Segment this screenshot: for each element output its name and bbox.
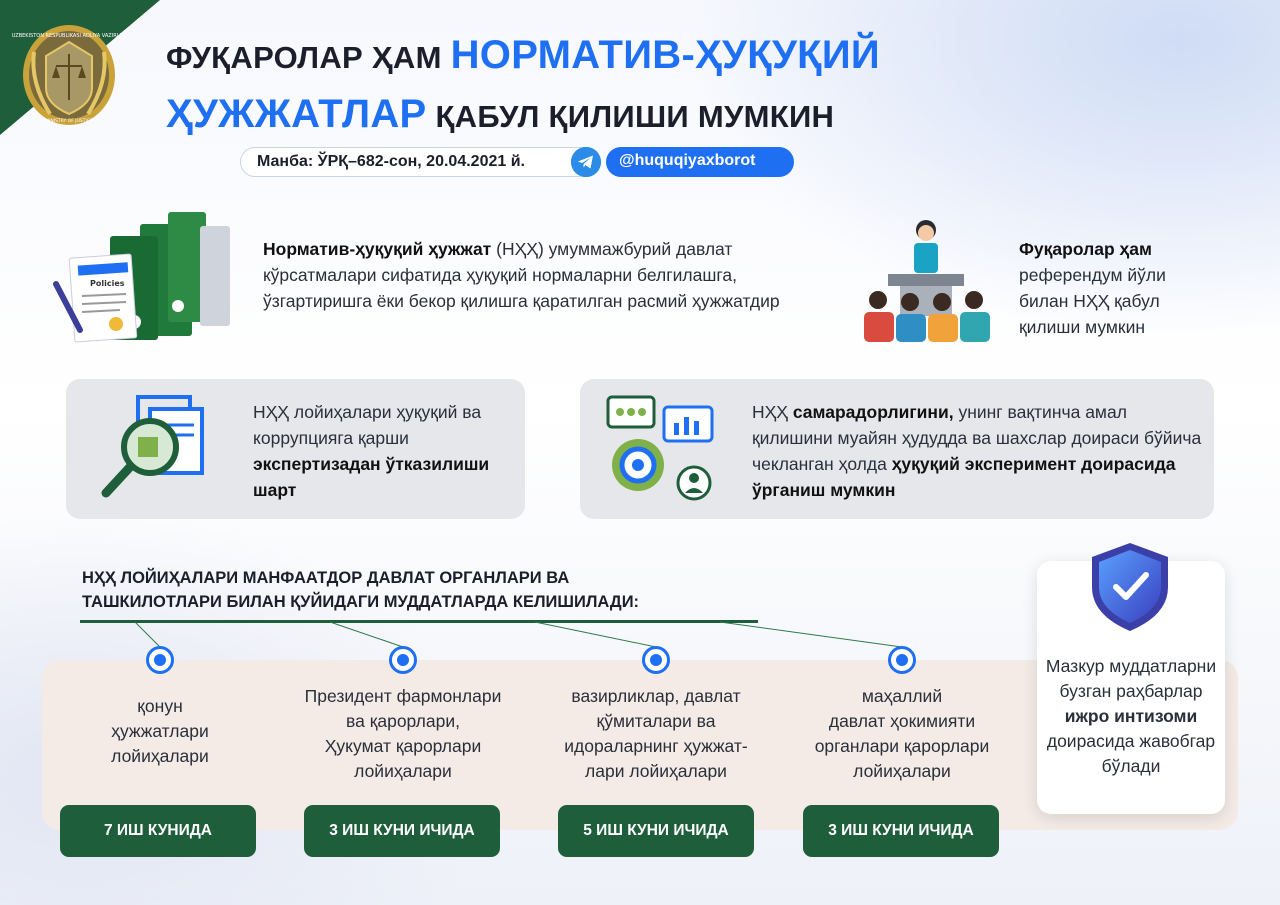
- experiment-body1: НҲҲ: [752, 402, 793, 422]
- timeline-dot: [642, 646, 670, 674]
- deadlines-heading-line1: НҲҲ ЛОЙИҲАЛАРИ МАНФААТДОР ДАВЛАТ ОРГАНЛАРИ ВА: [82, 569, 570, 587]
- item-line: лойиҳалари: [853, 761, 951, 781]
- item-line: қўмиталари ва: [596, 711, 716, 731]
- responsibility-body2: доирасида жавобгар бўлади: [1046, 731, 1216, 776]
- title-line2-highlight: ҲУЖЖАТЛАР: [166, 92, 427, 136]
- timeline-dot: [146, 646, 174, 674]
- timeline-dot: [389, 646, 417, 674]
- responsibility-body1: Мазкур муддатларни бузган раҳбарлар: [1045, 656, 1217, 701]
- shield-check-icon: [1088, 541, 1172, 633]
- deadline-term-badge: 3 ИШ КУНИ ИЧИДА: [304, 805, 500, 857]
- deadline-item-text: [60, 694, 260, 769]
- deadline-term-badge: 7 ИШ КУНИДА: [60, 805, 256, 857]
- deadline-item-text: [781, 684, 1023, 784]
- expertise-body: НҲҲ лойиҳалари ҳуқуқий ва коррупцияга қарши: [253, 402, 482, 448]
- item-line: ҳужжатлари: [111, 721, 209, 741]
- emblem-top-text: UZBEKISTON RESPUBLIKASI ADLIYA VAZIRLIGI: [11, 33, 127, 39]
- item-line: лари лойиҳалари: [585, 761, 727, 781]
- definition-bold: Норматив-ҳуқуқий ҳужжат: [263, 239, 492, 259]
- responsibility-bold: ижро интизоми: [1064, 706, 1198, 726]
- telegram-handle-link[interactable]: @huquqiyaxborot: [606, 147, 794, 177]
- title-line1-plain: ФУҚАРОЛАР ҲАМ: [166, 40, 451, 75]
- item-line: органлари қарорлари: [814, 736, 990, 756]
- policies-doc-label: Policies: [90, 279, 125, 288]
- experiment-bold2: ҳуқуқий эксперимент доирасида ўрганиш мумкин: [752, 454, 1176, 500]
- deadlines-heading-line2: ТАШКИЛОТЛАРИ БИЛАН ҚУЙИДАГИ МУДДАТЛАРДА КЕЛИШИЛАДИ:: [82, 593, 640, 611]
- definition-body: (НҲҲ) умуммажбурий давлат кўрсатмалари сифатида ҳуқуқий нормаларни белгилашга, ўзгартиришга ёки бекор қилишга қаратилган расмий ҳужжатдир: [263, 239, 780, 311]
- item-line: Ҳукумат қарорлари: [324, 736, 482, 756]
- deadline-item-text: [282, 684, 524, 784]
- referendum-body: референдум йўли билан НҲҲ қабул қилиши мумкин: [1019, 265, 1166, 337]
- item-line: маҳаллий: [861, 686, 943, 706]
- item-line: Президент фармонлари: [304, 686, 502, 706]
- item-line: идораларнинг ҳужжат-: [564, 736, 748, 756]
- item-line: ва қарорлари,: [346, 711, 460, 731]
- item-line: лойиҳалари: [354, 761, 452, 781]
- experiment-bold1: самарадорлигини,: [792, 402, 954, 422]
- referendum-bold: Фуқаролар ҳам: [1019, 239, 1152, 259]
- emblem-bottom-text: MINISTRY OF JUSTICE: [45, 119, 93, 124]
- source-badge: Манба: ЎРҚ–682-сон, 20.04.2021 й.: [240, 147, 596, 177]
- item-line: вазирликлар, давлат: [571, 686, 741, 706]
- timeline-dot: [888, 646, 916, 674]
- deadline-term-badge: 3 ИШ КУНИ ИЧИДА: [803, 805, 999, 857]
- title-line2-plain: ҚАБУЛ ҚИЛИШИ МУМКИН: [426, 99, 835, 134]
- deadline-item-text: [535, 684, 777, 784]
- item-line: қонун: [137, 696, 183, 716]
- deadline-term-badge: 5 ИШ КУНИ ИЧИДА: [558, 805, 754, 857]
- title-line1-highlight: НОРМАТИВ-ҲУҚУҚИЙ: [450, 33, 880, 77]
- experiment-body2: унинг вақтинча амал қилишини муайян ҳудудда ва шахслар доираси бўйича чекланган ҳолда: [752, 402, 1202, 474]
- responsibility-text: [1037, 654, 1225, 779]
- item-line: лойиҳалари: [111, 746, 209, 766]
- item-line: давлат ҳокимияти: [828, 711, 976, 731]
- expertise-bold: экспертизадан ўтказилиши шарт: [253, 454, 490, 500]
